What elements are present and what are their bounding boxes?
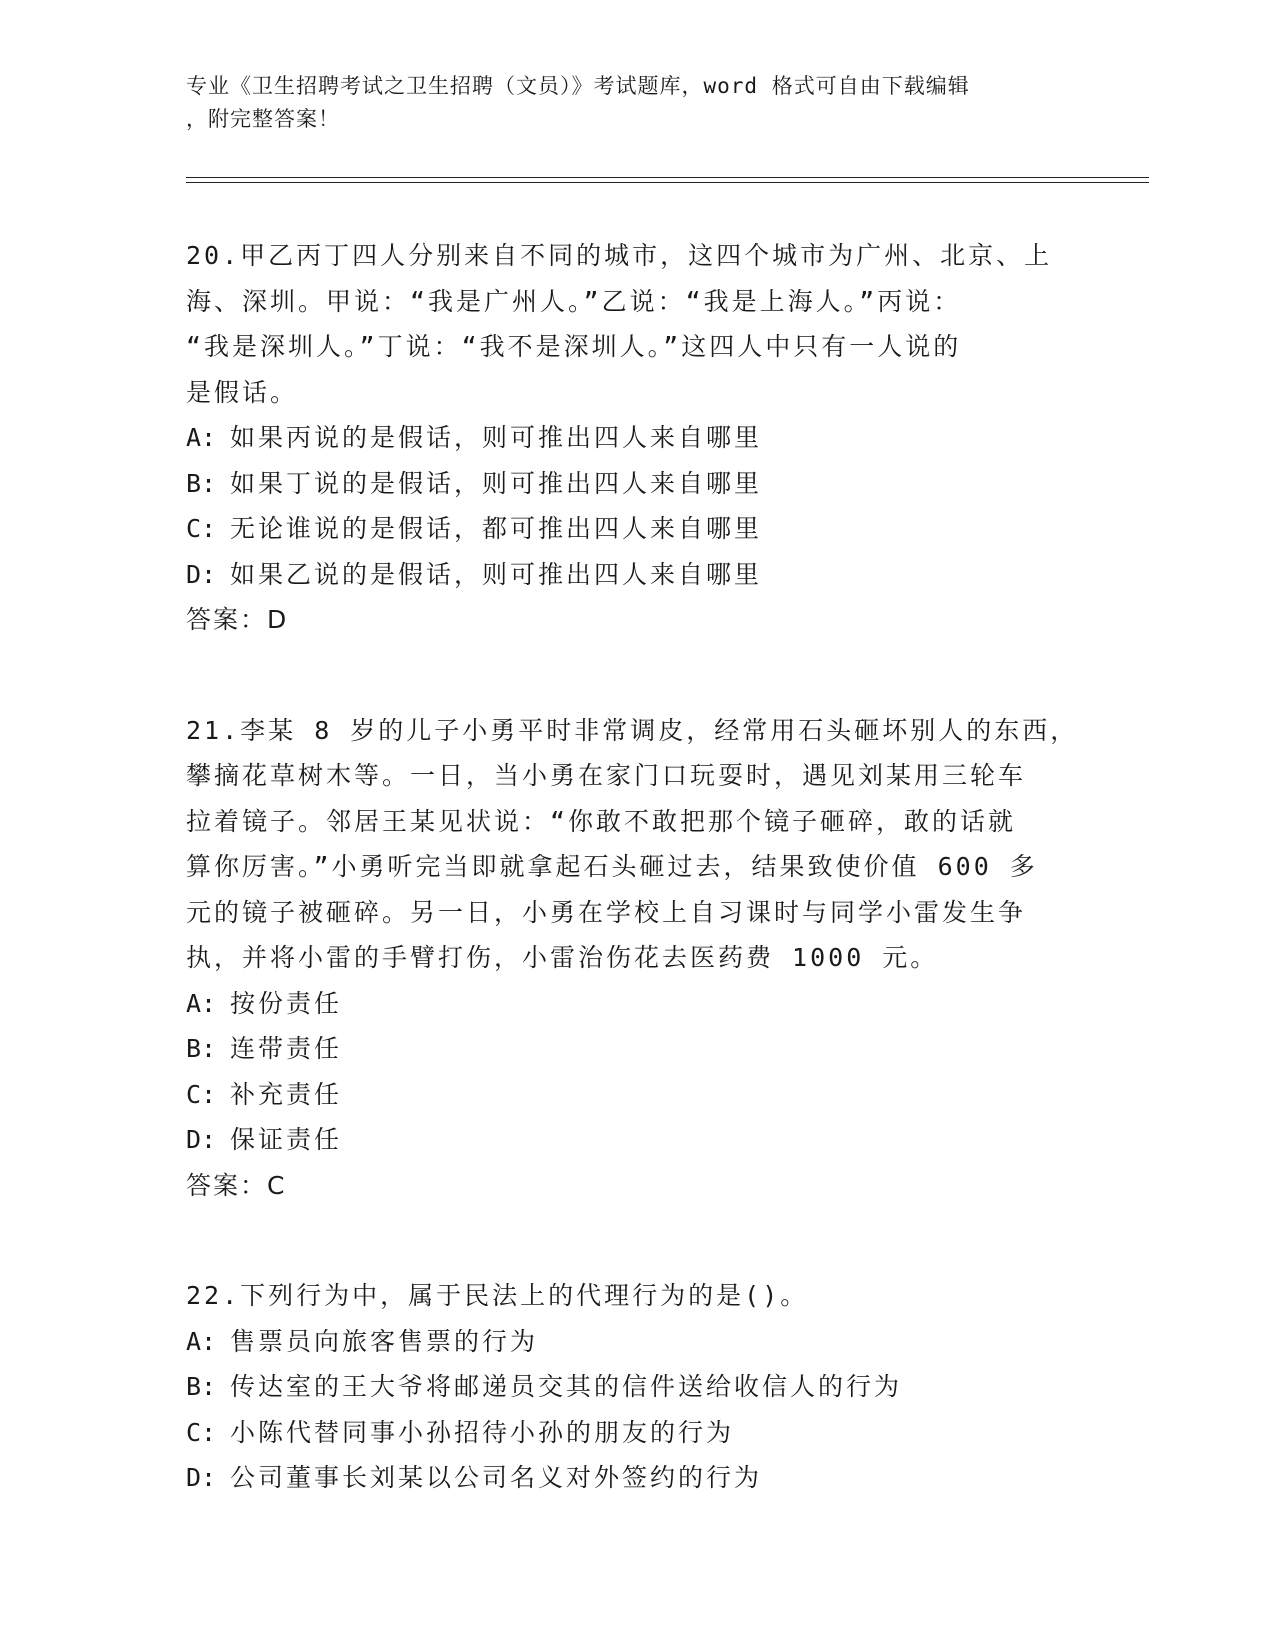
header-divider-bottom (186, 182, 1149, 183)
stem-line: 元的镜子被砸碎。另一日，小勇在学校上自习课时与同学小雷发生争 (186, 897, 1027, 927)
header-divider-top (186, 177, 1149, 178)
option-a (186, 1319, 1086, 1365)
option-d (186, 1117, 1086, 1163)
option-d (186, 552, 1086, 598)
stem-line: 21.李某 8 岁的儿子小勇平时非常调皮，经常用石头砸坏别人的东西， (186, 715, 1079, 745)
option-b (186, 1364, 1086, 1410)
stem-line: 执，并将小雷的手臂打伤，小雷治伤花去医药费 1000 元。 (186, 943, 939, 972)
question-spacer (186, 643, 1086, 708)
question-spacer (186, 1208, 1086, 1273)
option-text: 连带责任 (230, 1034, 343, 1063)
option-text: 按份责任 (230, 988, 343, 1018)
stem-line: 海、深圳。甲说：“我是广州人。”乙说：“我是上海人。”丙说： (186, 286, 962, 316)
option-key: D: (186, 1125, 217, 1154)
option-key: C: (186, 514, 217, 543)
option-text: 无论谁说的是假话，都可推出四人来自哪里 (230, 514, 763, 543)
question-21 (186, 708, 1086, 1209)
stem-line: 拉着镜子。邻居王某见状说：“你敢不敢把那个镜子砸碎，敢的话就 (186, 806, 1017, 836)
stem-line: 算你厉害。”小勇听完当即就拿起石头砸过去，结果致使价值 600 多 (186, 852, 1038, 881)
question-stem (186, 708, 1086, 981)
header-line: ，附完整答案！ (186, 107, 340, 131)
option-key: D: (186, 559, 217, 589)
option-b (186, 461, 1086, 507)
option-key: B: (186, 468, 217, 498)
stem-line: “我是深圳人。”丁说：“我不是深圳人。”这四人中只有一人说的 (186, 332, 962, 361)
option-d (186, 1455, 1086, 1501)
option-key: A: (186, 988, 217, 1018)
option-c (186, 506, 1086, 552)
option-key: A: (186, 1326, 217, 1356)
question-20 (186, 233, 1086, 643)
stem-line: 22.下列行为中，属于民法上的代理行为的是()。 (186, 1281, 809, 1310)
question-22 (186, 1273, 1086, 1501)
option-c (186, 1072, 1086, 1118)
option-text: 如果乙说的是假话，则可推出四人来自哪里 (230, 559, 763, 589)
stem-line: 攀摘花草树木等。一日，当小勇在家门口玩耍时，遇见刘某用三轮车 (186, 761, 1027, 790)
option-text: 传达室的王大爷将邮递员交其的信件送给收信人的行为 (230, 1372, 903, 1401)
option-c (186, 1410, 1086, 1456)
question-stem (186, 233, 1086, 415)
answer-label: 答案：D (186, 605, 289, 634)
option-key: C: (186, 1079, 217, 1109)
option-list (186, 1319, 1086, 1501)
question-list (186, 233, 1086, 1501)
option-text: 如果丙说的是假话，则可推出四人来自哪里 (230, 423, 763, 452)
option-text: 如果丁说的是假话，则可推出四人来自哪里 (230, 468, 763, 498)
option-key: C: (186, 1417, 217, 1447)
option-b (186, 1026, 1086, 1072)
document-header (186, 70, 1066, 136)
option-text: 售票员向旅客售票的行为 (230, 1326, 539, 1356)
option-a (186, 415, 1086, 461)
option-text: 公司董事长刘某以公司名义对外签约的行为 (230, 1463, 763, 1492)
header-line: 专业《卫生招聘考试之卫生招聘（文员）》考试题库，word 格式可自由下载编辑 (186, 74, 970, 98)
option-key: A: (186, 423, 217, 452)
option-text: 小陈代替同事小孙招待小孙的朋友的行为 (230, 1417, 735, 1447)
option-key: B: (186, 1372, 217, 1401)
option-text: 补充责任 (230, 1079, 343, 1109)
answer-label: 答案：C (186, 1170, 287, 1200)
option-a (186, 981, 1086, 1027)
stem-line: 是假话。 (186, 377, 299, 407)
option-text: 保证责任 (230, 1125, 343, 1154)
option-key: B: (186, 1034, 217, 1063)
option-key: D: (186, 1463, 217, 1492)
question-stem (186, 1273, 1086, 1319)
option-list (186, 981, 1086, 1163)
option-list (186, 415, 1086, 597)
stem-line: 20.甲乙丙丁四人分别来自不同的城市，这四个城市为广州、北京、上 (186, 241, 1053, 270)
